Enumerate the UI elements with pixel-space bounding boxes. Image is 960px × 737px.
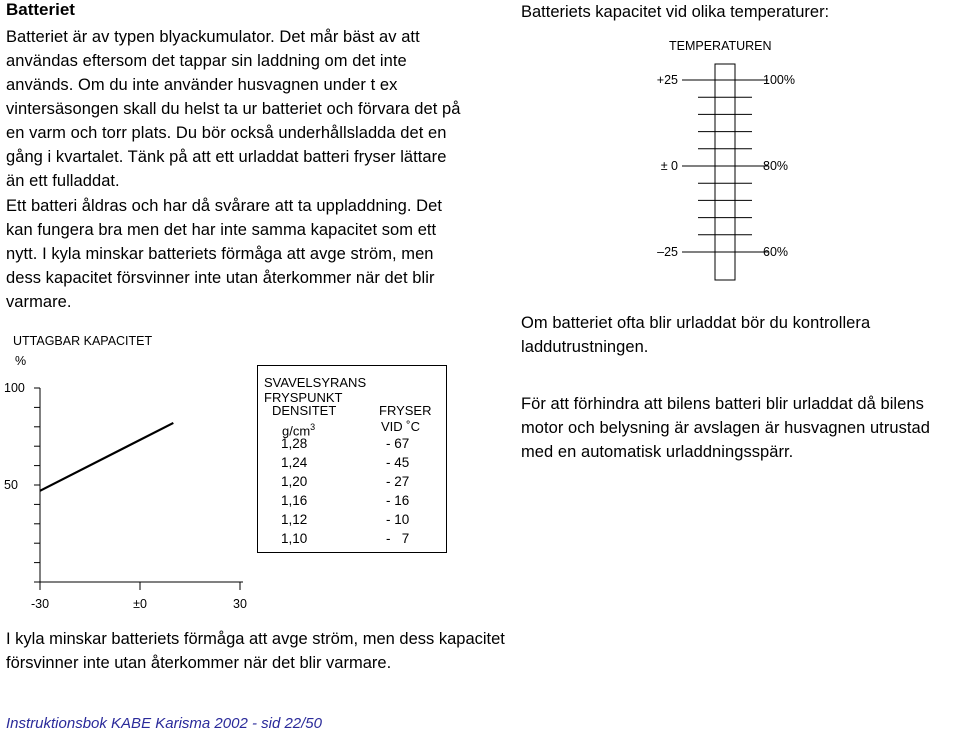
table-row xyxy=(258,474,448,493)
section-title: Batteriet xyxy=(6,0,75,19)
chart-marks xyxy=(40,423,173,491)
freeze-value: - 67 xyxy=(386,436,410,451)
table-row xyxy=(258,455,448,474)
density-unit-sup: 3 xyxy=(310,422,316,432)
capacity-chart xyxy=(0,320,260,620)
freeze-header-label: FRYSER xyxy=(379,403,432,418)
freeze-value: - 7 xyxy=(386,531,410,546)
x-tick-label: ±0 xyxy=(133,597,147,611)
density-value: 1,12 xyxy=(281,512,308,527)
freeze-header xyxy=(379,403,432,435)
temperature-label: –25 xyxy=(657,245,678,259)
density-value: 1,20 xyxy=(281,474,308,489)
capacity-label: 80% xyxy=(763,159,789,173)
table-row xyxy=(258,436,448,455)
aging-paragraph: Ett batteri åldras och har då svårare att ta uppladdning. Det kan fungera bra men det har inte samma kapacitet som ett nytt. I kyla minskar batteriets förmåga att avge ström, men dess kapacitet försvinner inte utan återkommer när det blir varmare. xyxy=(6,197,442,311)
capacity-label: 100% xyxy=(763,73,795,87)
density-header-label: DENSITET xyxy=(272,403,337,418)
chart-ylabel: % xyxy=(15,354,27,368)
page-footer: Instruktionsbok KABE Karisma 2002 - sid 22/50 xyxy=(6,715,322,732)
density-value: 1,28 xyxy=(281,436,308,451)
capacity-heading: Batteriets kapacitet vid olika temperaturer: xyxy=(521,3,830,21)
density-value: 1,24 xyxy=(281,455,308,470)
charger-check-paragraph: Om batteriet ofta blir urladdat bör du kontrollera laddutrustningen. xyxy=(521,314,871,356)
table-row xyxy=(258,493,448,512)
intro-paragraph: Batteriet är av typen blyackumulator. Det mår bäst av att användas eftersom det tappar sin laddning om det inte används. Om du inte använder husvagnen under t ex vintersäsongen skall du helst ta ur batteriet och förvara det på en varm och torr plats. Du bör också underhållsladda det en gång i kvartalet. Tänk på att ett urladdat batteri fryser lättare än ett fulladdat. xyxy=(6,28,461,190)
y-tick-label: 100 xyxy=(4,381,25,395)
thermometer-diagram xyxy=(640,30,820,300)
chart-title: UTTAGBAR KAPACITET xyxy=(13,334,153,348)
capacity-line xyxy=(40,423,173,491)
y-tick-label: 50 xyxy=(4,478,18,492)
thermometer-ticks xyxy=(682,80,768,252)
temperature-label: ± 0 xyxy=(660,159,678,173)
freeze-value: - 10 xyxy=(386,512,410,527)
table-row xyxy=(258,531,448,550)
discharge-guard-paragraph: För att förhindra att bilens batteri blir urladdat då bilens motor och belysning är avslagen är husvagnen utrustad med en automatisk urladdningsspärr. xyxy=(521,395,930,461)
freeze-table-title: SVAVELSYRANS FRYSPUNKT xyxy=(264,375,367,405)
freeze-value: - 27 xyxy=(386,474,410,489)
density-unit-text: g/cm xyxy=(282,423,311,439)
table-row xyxy=(258,512,448,531)
density-value: 1,10 xyxy=(281,531,308,546)
x-tick-label: -30 xyxy=(30,597,50,611)
thermometer-title: TEMPERATUREN xyxy=(669,39,772,53)
capacity-label: 60% xyxy=(763,245,789,259)
freeze-value: - 16 xyxy=(386,493,410,508)
chart-frame xyxy=(4,381,247,611)
freeze-value: - 45 xyxy=(386,455,410,470)
freeze-point-table xyxy=(257,365,447,553)
x-tick-label: 30 xyxy=(233,597,247,611)
temperature-label: +25 xyxy=(656,73,678,87)
chart-caption: I kyla minskar batteriets förmåga att avge ström, men dess kapacitet försvinner inte utan återkommer när det blir varmare. xyxy=(6,630,505,672)
density-value: 1,16 xyxy=(281,493,308,508)
thermometer-tube xyxy=(715,64,735,280)
freeze-unit: VID ˚C xyxy=(381,419,420,434)
density-header xyxy=(272,403,336,439)
